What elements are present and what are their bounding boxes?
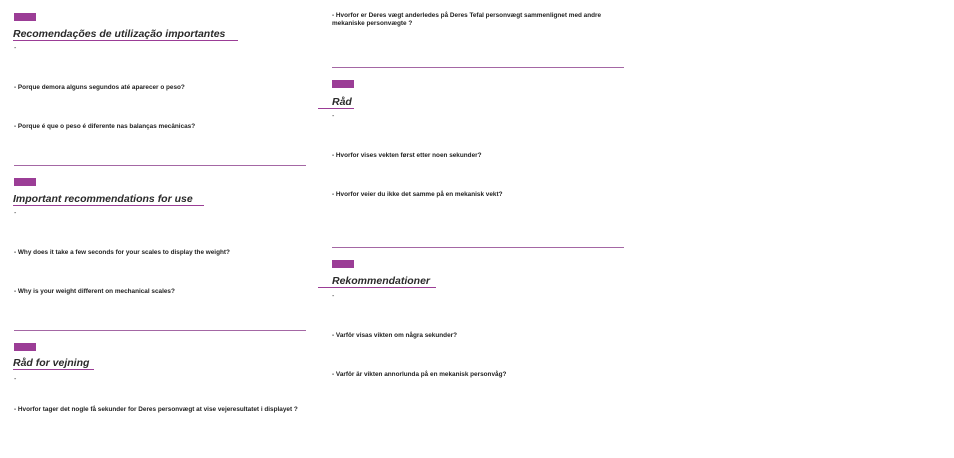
bullet-en: - bbox=[14, 210, 17, 217]
separator-pt-en bbox=[14, 165, 306, 166]
question-en-1: - Why does it take a few seconds for your scales to display the weight? bbox=[14, 249, 230, 256]
question-da-1: - Hvorfor tager det nogle få sekunder for Deres personvægt at vise vejeresultatet i displayet ? bbox=[14, 406, 298, 413]
separator-no-sv bbox=[332, 247, 624, 248]
section-title-da: Råd for vejning bbox=[13, 357, 90, 369]
question-en-2: - Why is your weight different on mechanical scales? bbox=[14, 288, 175, 295]
question-da-2: - Hvorfor er Deres vægt anderledes på Deres Tefal personvægt sammenlignet med andre mekaniske personvægte ? bbox=[332, 12, 602, 27]
section-marker-en bbox=[14, 178, 36, 186]
section-marker-pt bbox=[14, 13, 36, 21]
title-underline-pt bbox=[13, 40, 238, 41]
separator-en-da bbox=[14, 330, 306, 331]
section-title-pt: Recomendações de utilização importantes bbox=[13, 28, 226, 40]
question-pt-1: - Porque demora alguns segundos até aparecer o peso? bbox=[14, 84, 185, 91]
question-sv-2: - Varför är vikten annorlunda på en mekanisk personvåg? bbox=[332, 371, 507, 378]
section-marker-no bbox=[332, 80, 354, 88]
bullet-sv: - bbox=[332, 293, 335, 300]
section-title-en: Important recommendations for use bbox=[13, 193, 193, 205]
section-marker-da bbox=[14, 343, 36, 351]
title-underline-no bbox=[318, 108, 354, 109]
section-title-no: Råd bbox=[332, 96, 352, 108]
title-underline-en bbox=[13, 205, 204, 206]
question-sv-1: - Varför visas vikten om några sekunder? bbox=[332, 332, 458, 339]
title-underline-sv bbox=[318, 287, 436, 288]
section-title-sv: Rekommendationer bbox=[332, 275, 431, 287]
separator-da-no bbox=[332, 67, 624, 68]
bullet-no: - bbox=[332, 113, 335, 120]
title-underline-da bbox=[13, 369, 94, 370]
section-marker-sv bbox=[332, 260, 354, 268]
bullet-pt: - bbox=[14, 45, 17, 52]
question-no-2: - Hvorfor veier du ikke det samme på en mekanisk vekt? bbox=[332, 191, 503, 198]
question-no-1: - Hvorfor vises vekten først etter noen sekunder? bbox=[332, 152, 482, 159]
bullet-da: - bbox=[14, 376, 17, 383]
question-pt-2: - Porque é que o peso é diferente nas balanças mecânicas? bbox=[14, 123, 196, 130]
